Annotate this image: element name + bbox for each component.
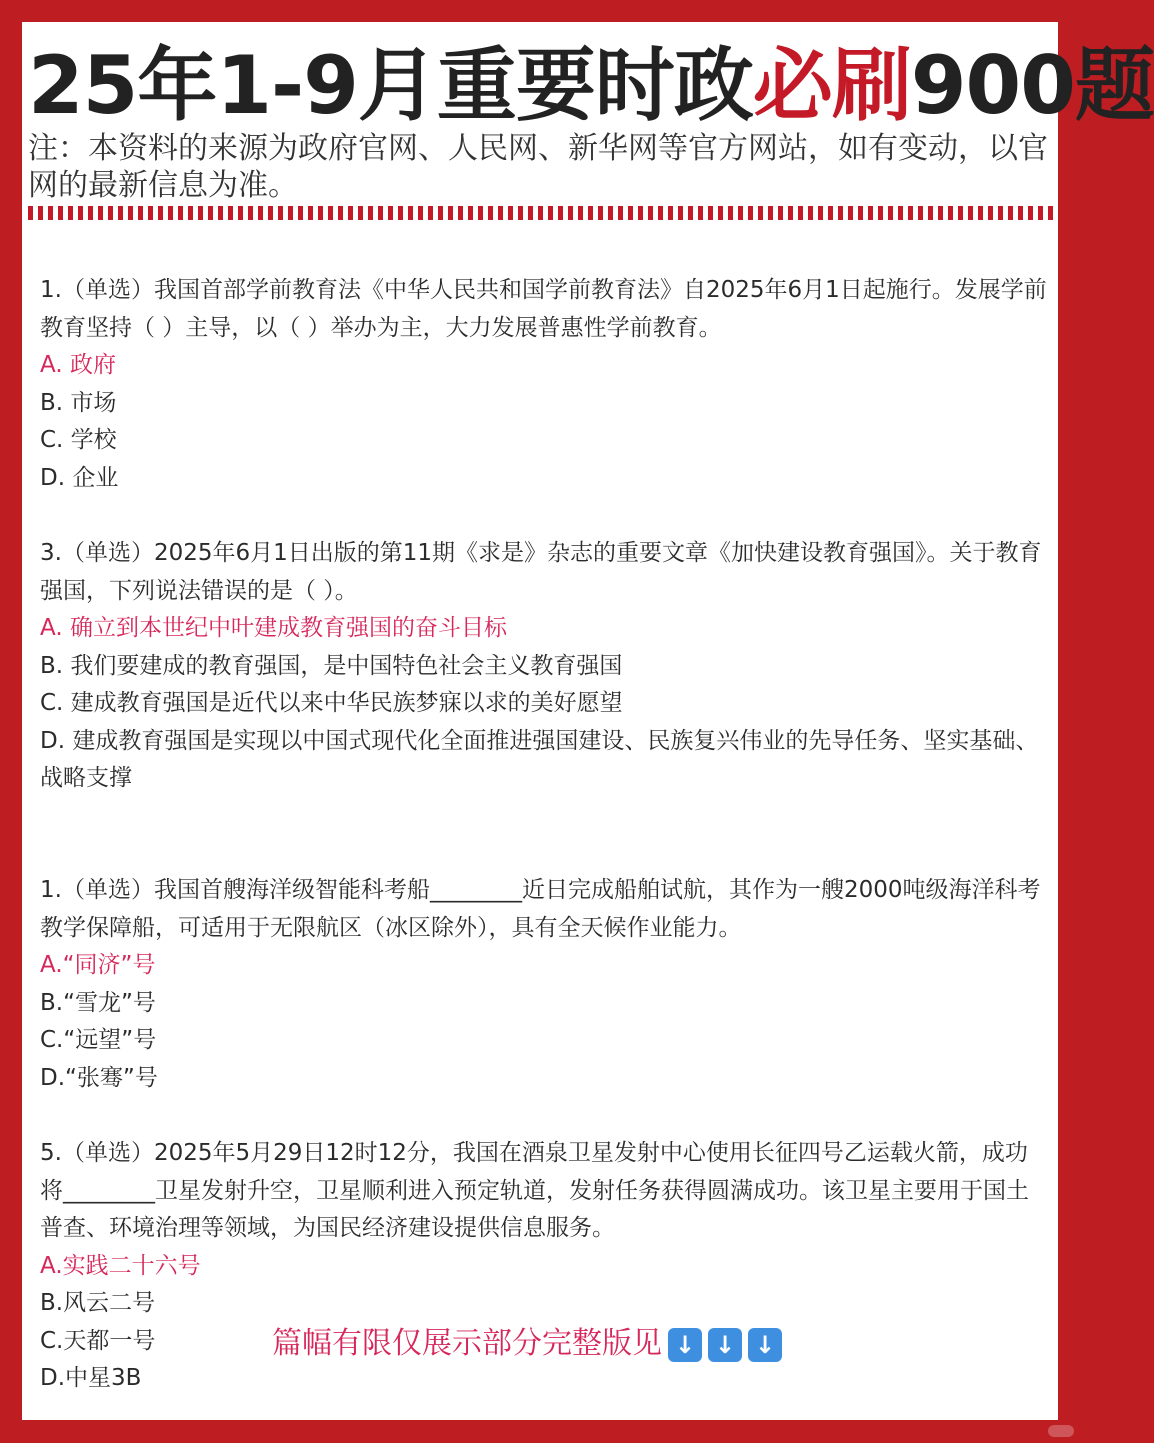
dashed-divider bbox=[28, 206, 1056, 220]
option: D.中星3B bbox=[40, 1365, 142, 1391]
full-version-text: 篇幅有限仅展示部分完整版见 bbox=[272, 1326, 662, 1361]
option: B.风云二号 bbox=[40, 1290, 156, 1316]
question-text: 1.（单选）我国首艘海洋级智能科考船________近日完成船舶试航，其作为一艘2000吨级海洋科考教学保障船，可适用于无限航区（冰区除外），具有全天候作业能力。 bbox=[40, 877, 1041, 941]
answer-option: A. 政府 bbox=[40, 352, 116, 378]
option: D. 企业 bbox=[40, 464, 119, 491]
title-accent: 必刷 bbox=[752, 39, 911, 132]
answer-option: A. 确立到本世纪中叶建成教育强国的奋斗目标 bbox=[40, 615, 507, 641]
option: D.“张骞”号 bbox=[40, 1064, 158, 1091]
source-note: 注：本资料的来源为政府官网、人民网、新华网等官方网站，如有变动，以官网的最新信息为准。 bbox=[28, 131, 1048, 203]
option: C. 建成教育强国是近代以来中华民族梦寐以求的美好愿望 bbox=[40, 690, 623, 716]
question-text: 1.（单选）我国首部学前教育法《中华人民共和国学前教育法》自2025年6月1日起施行。发展学前教育坚持（ ）主导，以（ ）举办为主，大力发展普惠性学前教育。 bbox=[40, 277, 1047, 341]
option: B. 市场 bbox=[40, 389, 117, 416]
option: C. 学校 bbox=[40, 427, 117, 453]
down-arrow-icon: ↓ bbox=[668, 1328, 702, 1362]
question-block bbox=[40, 535, 1050, 798]
option: C.天都一号 bbox=[40, 1327, 156, 1354]
option: B. 我们要建成的教育强国，是中国特色社会主义教育强国 bbox=[40, 652, 623, 679]
answer-option: A.实践二十六号 bbox=[40, 1252, 201, 1279]
down-arrow-icon: ↓ bbox=[748, 1328, 782, 1362]
watermark-badge bbox=[1048, 1425, 1074, 1437]
question-block bbox=[40, 272, 1050, 497]
option: D. 建成教育强国是实现以中国式现代化全面推进强国建设、民族复兴伟业的先导任务、坚实基础、战略支撑 bbox=[40, 727, 1039, 791]
answer-option: A.“同济”号 bbox=[40, 952, 156, 978]
option: B.“雪龙”号 bbox=[40, 989, 156, 1016]
question-block bbox=[40, 872, 1050, 1097]
full-version-note bbox=[272, 1322, 782, 1366]
down-arrow-icon: ↓ bbox=[708, 1328, 742, 1362]
question-text: 5.（单选）2025年5月29日12时12分，我国在酒泉卫星发射中心使用长征四号乙运载火箭，成功将________卫星发射升空，卫星顺利进入预定轨道，发射任务获得圆满成功。该卫星主要用于国土普查、环境治理等领域，为国民经济建设提供信息服务。 bbox=[40, 1140, 1029, 1241]
question-text: 3.（单选）2025年6月1日出版的第11期《求是》杂志的重要文章《加快建设教育强国》。关于教育强国，下列说法错误的是（ ）。 bbox=[40, 540, 1042, 604]
title-prefix: 25年1-9月重要时政 bbox=[28, 39, 753, 132]
title-suffix: 900题 bbox=[910, 39, 1154, 132]
page-title bbox=[28, 36, 1154, 136]
document-page bbox=[22, 22, 1154, 1420]
option: C.“远望”号 bbox=[40, 1027, 157, 1053]
